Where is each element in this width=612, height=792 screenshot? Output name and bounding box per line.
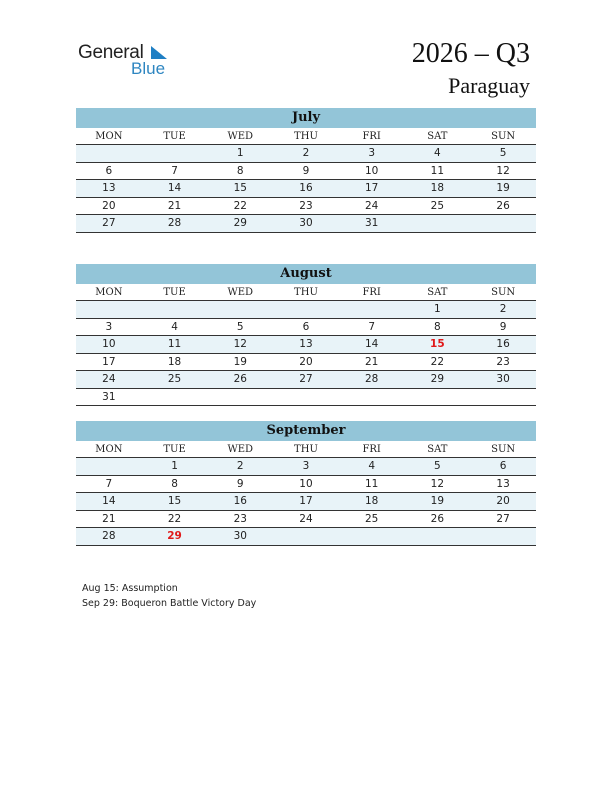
day-cell: 5: [207, 318, 273, 336]
day-cell: 9: [273, 162, 339, 180]
country-name: Paraguay: [448, 73, 530, 98]
logo-text-general: General: [78, 42, 144, 63]
month-september: [76, 421, 536, 546]
week-row: [76, 145, 536, 163]
day-cell: 14: [76, 493, 142, 511]
day-cell: 4: [142, 318, 208, 336]
day-cell: [470, 388, 536, 406]
day-cell: 25: [405, 197, 471, 215]
day-cell: 4: [339, 458, 405, 476]
day-cell: 15: [405, 336, 471, 354]
day-cell: 25: [339, 510, 405, 528]
weekday-header: TUE: [142, 441, 208, 458]
day-cell: 1: [405, 301, 471, 319]
day-cell: 27: [76, 215, 142, 233]
day-cell: 13: [76, 180, 142, 198]
day-cell: 23: [273, 197, 339, 215]
week-row: [76, 301, 536, 319]
day-cell: 2: [207, 458, 273, 476]
day-cell: [76, 301, 142, 319]
week-row: [76, 458, 536, 476]
month-title: September: [76, 421, 536, 441]
day-cell: [405, 388, 471, 406]
day-cell: 10: [339, 162, 405, 180]
day-cell: 16: [470, 336, 536, 354]
month-title: August: [76, 264, 536, 284]
weekday-header: FRI: [339, 284, 405, 301]
day-cell: 24: [76, 371, 142, 389]
holiday-note: Aug 15: Assumption: [82, 583, 178, 594]
day-cell: 11: [142, 336, 208, 354]
weekday-header: TUE: [142, 284, 208, 301]
day-cell: 28: [76, 528, 142, 546]
day-cell: 28: [142, 215, 208, 233]
day-cell: 16: [273, 180, 339, 198]
week-row: [76, 510, 536, 528]
weekday-header: FRI: [339, 441, 405, 458]
day-cell: 4: [405, 145, 471, 163]
day-cell: [470, 215, 536, 233]
day-cell: [273, 388, 339, 406]
day-cell: 16: [207, 493, 273, 511]
day-cell: 3: [339, 145, 405, 163]
weekday-header: THU: [273, 284, 339, 301]
logo-text-blue: Blue: [131, 59, 166, 78]
week-row: [76, 528, 536, 546]
day-cell: [207, 301, 273, 319]
day-cell: 1: [142, 458, 208, 476]
day-cell: 29: [405, 371, 471, 389]
day-cell: 8: [142, 475, 208, 493]
day-cell: 6: [76, 162, 142, 180]
day-cell: 17: [339, 180, 405, 198]
day-cell: [470, 528, 536, 546]
weekday-header: FRI: [339, 128, 405, 145]
week-row: [76, 197, 536, 215]
holiday-notes: [82, 582, 256, 611]
day-cell: 21: [142, 197, 208, 215]
day-cell: [76, 458, 142, 476]
day-cell: 31: [339, 215, 405, 233]
day-cell: [207, 388, 273, 406]
month-grid: [76, 441, 536, 546]
day-cell: 19: [207, 353, 273, 371]
day-cell: 20: [470, 493, 536, 511]
day-cell: 17: [273, 493, 339, 511]
day-cell: 2: [273, 145, 339, 163]
day-cell: 14: [142, 180, 208, 198]
day-cell: 26: [207, 371, 273, 389]
day-cell: 10: [273, 475, 339, 493]
month-july: [76, 108, 536, 233]
day-cell: 15: [207, 180, 273, 198]
day-cell: [142, 388, 208, 406]
day-cell: 22: [142, 510, 208, 528]
day-cell: 27: [470, 510, 536, 528]
day-cell: 15: [142, 493, 208, 511]
day-cell: 14: [339, 336, 405, 354]
weekday-header: TUE: [142, 128, 208, 145]
day-cell: 8: [207, 162, 273, 180]
weekday-header: MON: [76, 441, 142, 458]
day-cell: 10: [76, 336, 142, 354]
day-cell: 6: [470, 458, 536, 476]
day-cell: 7: [339, 318, 405, 336]
day-cell: 17: [76, 353, 142, 371]
day-cell: 13: [470, 475, 536, 493]
week-row: [76, 162, 536, 180]
day-cell: 22: [207, 197, 273, 215]
day-cell: 6: [273, 318, 339, 336]
day-cell: 26: [470, 197, 536, 215]
weekday-header: MON: [76, 128, 142, 145]
weekday-header: SUN: [470, 128, 536, 145]
week-row: [76, 180, 536, 198]
page-title: 2026 – Q3: [411, 38, 530, 69]
week-row: [76, 493, 536, 511]
day-cell: 3: [76, 318, 142, 336]
day-cell: 1: [207, 145, 273, 163]
day-cell: 30: [273, 215, 339, 233]
holiday-note: Sep 29: Boqueron Battle Victory Day: [82, 597, 257, 609]
week-row: [76, 318, 536, 336]
day-cell: 12: [470, 162, 536, 180]
month-grid: [76, 284, 536, 406]
weekday-header: SAT: [405, 441, 471, 458]
day-cell: [339, 301, 405, 319]
day-cell: [405, 528, 471, 546]
day-cell: 11: [339, 475, 405, 493]
day-cell: 19: [470, 180, 536, 198]
month-grid: [76, 128, 536, 233]
week-row: [76, 475, 536, 493]
day-cell: [273, 528, 339, 546]
day-cell: 20: [273, 353, 339, 371]
day-cell: [142, 301, 208, 319]
day-cell: 29: [207, 215, 273, 233]
day-cell: 31: [76, 388, 142, 406]
week-row: [76, 353, 536, 371]
weekday-header: SUN: [470, 284, 536, 301]
day-cell: 27: [273, 371, 339, 389]
weekday-header: SAT: [405, 128, 471, 145]
day-cell: 26: [405, 510, 471, 528]
weekday-header: THU: [273, 441, 339, 458]
weekday-header: SUN: [470, 441, 536, 458]
day-cell: 7: [76, 475, 142, 493]
day-cell: 29: [142, 528, 208, 546]
month-august: [76, 264, 536, 406]
day-cell: [405, 215, 471, 233]
day-cell: 21: [76, 510, 142, 528]
day-cell: 18: [405, 180, 471, 198]
weekday-header: MON: [76, 284, 142, 301]
weekday-header: SAT: [405, 284, 471, 301]
day-cell: [273, 301, 339, 319]
day-cell: 3: [273, 458, 339, 476]
day-cell: 18: [142, 353, 208, 371]
day-cell: 30: [470, 371, 536, 389]
week-row: [76, 388, 536, 406]
weekday-header: THU: [273, 128, 339, 145]
week-row: [76, 215, 536, 233]
day-cell: 22: [405, 353, 471, 371]
day-cell: 30: [207, 528, 273, 546]
day-cell: 20: [76, 197, 142, 215]
day-cell: 21: [339, 353, 405, 371]
day-cell: [339, 388, 405, 406]
day-cell: [339, 528, 405, 546]
day-cell: 25: [142, 371, 208, 389]
day-cell: 18: [339, 493, 405, 511]
day-cell: 24: [273, 510, 339, 528]
week-row: [76, 336, 536, 354]
day-cell: 24: [339, 197, 405, 215]
day-cell: [142, 145, 208, 163]
day-cell: 19: [405, 493, 471, 511]
day-cell: 28: [339, 371, 405, 389]
day-cell: 9: [207, 475, 273, 493]
day-cell: 23: [470, 353, 536, 371]
day-cell: 5: [470, 145, 536, 163]
day-cell: 13: [273, 336, 339, 354]
week-row: [76, 371, 536, 389]
weekday-header: WED: [207, 441, 273, 458]
day-cell: 8: [405, 318, 471, 336]
day-cell: 12: [405, 475, 471, 493]
weekday-header: WED: [207, 128, 273, 145]
month-title: July: [76, 108, 536, 128]
logo: [78, 42, 178, 82]
day-cell: 7: [142, 162, 208, 180]
weekday-header: WED: [207, 284, 273, 301]
day-cell: 9: [470, 318, 536, 336]
day-cell: [76, 145, 142, 163]
day-cell: 2: [470, 301, 536, 319]
day-cell: 12: [207, 336, 273, 354]
day-cell: 5: [405, 458, 471, 476]
day-cell: 23: [207, 510, 273, 528]
day-cell: 11: [405, 162, 471, 180]
